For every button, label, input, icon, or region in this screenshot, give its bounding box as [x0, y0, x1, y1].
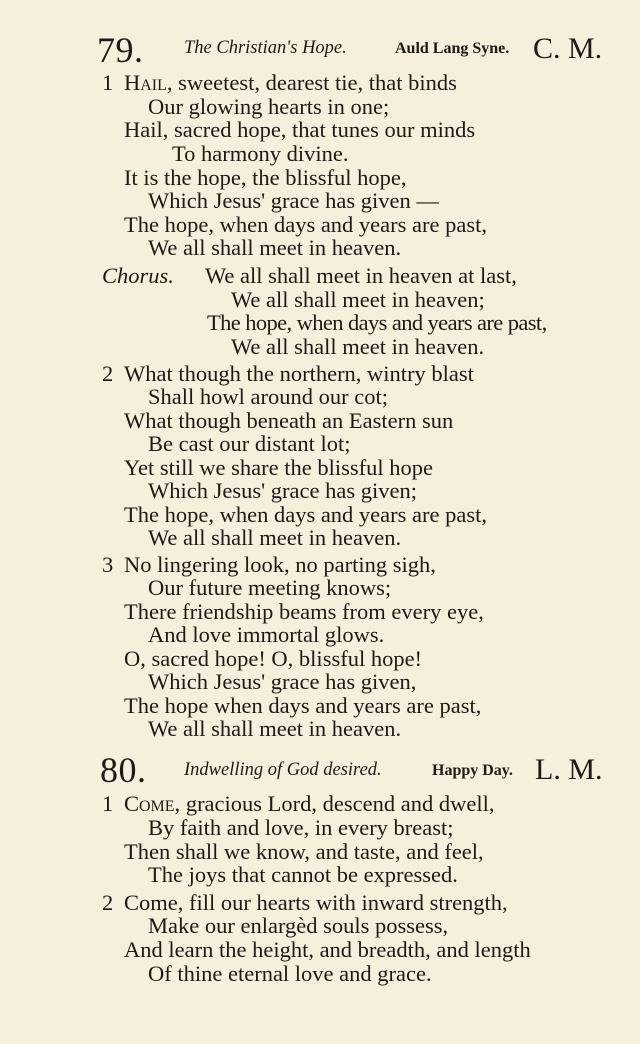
hymn-79-verse-3-line-7: The hope when days and years are past,	[124, 693, 482, 718]
hymn-80-number: 80.	[100, 750, 147, 790]
verse-first-word: Come,	[124, 791, 181, 816]
hymn-80-verse-2-line-4: Of thine eternal love and grace.	[148, 961, 432, 986]
verse-line-rest: sweetest, dearest tie, that binds	[172, 70, 457, 95]
hymn-79-verse-1-line-1	[124, 71, 457, 95]
verse-line-rest: gracious Lord, descend and dwell,	[180, 791, 495, 816]
hymn-79-verse-1-line-7: The hope, when days and years are past,	[124, 212, 487, 237]
hymn-79-verse-2-line-8: We all shall meet in heaven.	[148, 525, 402, 550]
hymn-79-verse-3-number: 3	[102, 552, 114, 577]
hymn-80-tune: Happy Day.	[432, 762, 513, 779]
hymn-80-verse-1-line-2: By faith and love, in every breast;	[148, 815, 454, 840]
hymn-79-verse-1-line-6: Which Jesus' grace has given —	[148, 188, 439, 213]
hymn-79-verse-2-number: 2	[102, 361, 114, 386]
hymn-79-verse-2-line-5: Yet still we share the blissful hope	[124, 455, 433, 480]
hymn-79-verse-3-line-5: O, sacred hope! O, blissful hope!	[124, 646, 423, 671]
hymn-79-verse-3-line-3: There friendship beams from every eye,	[124, 599, 484, 624]
hymn-79-verse-2-line-3: What though beneath an Eastern sun	[124, 408, 454, 433]
hymn-79-verse-2-line-2: Shall howl around our cot;	[148, 384, 388, 409]
hymn-80-meter: L. M.	[535, 753, 603, 786]
hymn-79-verse-1-line-5: It is the hope, the blissful hope,	[124, 165, 407, 190]
hymn-79-verse-1-line-8: We all shall meet in heaven.	[148, 235, 402, 260]
hymn-80-verse-2-number: 2	[102, 890, 114, 915]
hymn-79-verse-3-line-6: Which Jesus' grace has given,	[148, 669, 417, 694]
chorus-line-3: The hope, when days and years are past,	[207, 310, 547, 335]
hymn-79-title: The Christian's Hope.	[184, 38, 347, 58]
hymn-79-verse-2-line-6: Which Jesus' grace has given;	[148, 478, 417, 503]
hymn-79-verse-3-line-2: Our future meeting knows;	[148, 575, 392, 600]
hymn-79-verse-2-line-4: Be cast our distant lot;	[148, 431, 351, 456]
hymn-79-tune: Auld Lang Syne.	[395, 40, 510, 57]
chorus-label: Chorus.	[102, 263, 174, 288]
hymn-80-verse-1-number: 1	[102, 791, 114, 816]
hymn-80-verse-1-line-4: The joys that cannot be expressed.	[148, 862, 458, 887]
hymn-80-verse-2-line-3: And learn the height, and breadth, and length	[124, 937, 531, 962]
hymn-79-verse-3-line-1: No lingering look, no parting sigh,	[124, 552, 436, 577]
hymn-79-number: 79.	[97, 30, 144, 70]
hymn-80-verse-2-line-1: Come, fill our hearts with inward strength,	[124, 890, 508, 915]
chorus-line-4: We all shall meet in heaven.	[231, 334, 485, 359]
hymn-79-verse-1-number: 1	[102, 70, 114, 95]
hymn-79-verse-2-line-7: The hope, when days and years are past,	[124, 502, 487, 527]
hymn-79-verse-3-line-8: We all shall meet in heaven.	[148, 716, 402, 741]
verse-first-word: Hail,	[124, 70, 173, 95]
chorus-line-2: We all shall meet in heaven;	[231, 287, 485, 312]
hymn-80-verse-1-line-3: Then shall we know, and taste, and feel,	[124, 839, 484, 864]
hymn-80-verse-2-line-2: Make our enlargèd souls possess,	[148, 913, 449, 938]
hymn-80-verse-1-line-1	[124, 792, 494, 816]
chorus-line-1: We all shall meet in heaven at last,	[205, 263, 517, 288]
hymn-79-verse-3-line-4: And love immortal glows.	[148, 622, 385, 647]
hymn-79-verse-1-line-4: To harmony divine.	[172, 141, 349, 166]
hymn-79-verse-1-line-2: Our glowing hearts in one;	[148, 94, 390, 119]
hymn-79-meter: C. M.	[533, 32, 603, 65]
hymn-80-title: Indwelling of God desired.	[184, 760, 382, 780]
hymn-79-verse-1-line-3: Hail, sacred hope, that tunes our minds	[124, 117, 476, 142]
hymn-79-verse-2-line-1: What though the northern, wintry blast	[124, 361, 474, 386]
